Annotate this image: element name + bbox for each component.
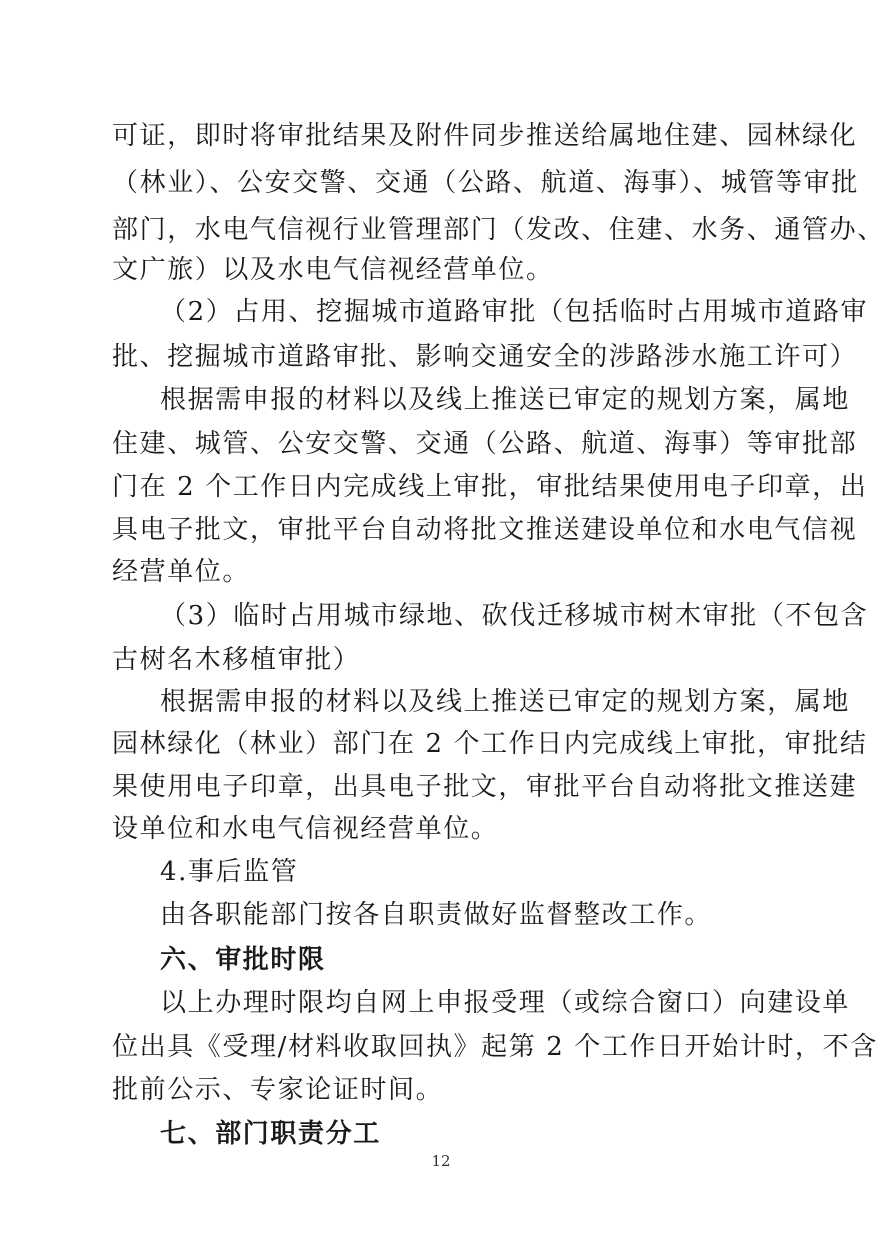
body-line: 经营单位。 [112,557,251,587]
body-line: 果使用电子印章，出具电子批文，审批平台自动将批文推送建 [112,772,858,802]
subsection-heading: 4.事后监管 [160,857,299,887]
body-line: 文广旅）以及水电气信视经营单位。 [112,255,554,285]
body-line: 住建、城管、公安交警、交通（公路、航道、海事）等审批部 [112,429,858,459]
body-line: 设单位和水电气信视经营单位。 [112,814,499,844]
body-line: 具电子批文，审批平台自动将批文推送建设单位和水电气信视 [112,515,858,545]
body-line: 根据需申报的材料以及线上推送已审定的规划方案，属地 [160,687,851,717]
body-line: 由各职能部门按各自职责做好监督整改工作。 [160,900,713,930]
section-heading: 七、部门职责分工 [160,1119,381,1149]
body-line: 批前公示、专家论证时间。 [112,1075,444,1105]
body-line: 以上办理时限均自网上申报受理（或综合窗口）向建设单 [160,988,851,1018]
section-heading: 六、审批时限 [160,945,326,975]
subsection-heading: （3）临时占用城市绿地、砍伐迁移城市树木审批（不包含 [160,601,869,631]
body-line: 古树名木移植审批） [112,645,361,675]
body-line: 园林绿化（林业）部门在 2 个工作日内完成线上审批，审批结 [112,729,868,759]
body-line: 位出具《受理/材料收取回执》起第 2 个工作日开始计时，不含 [112,1032,878,1062]
subsection-heading: （2）占用、挖掘城市道路审批（包括临时占用城市道路审 [160,297,869,327]
body-line: 批、挖掘城市道路审批、影响交通安全的涉路涉水施工许可） [112,342,858,372]
body-line: 根据需申报的材料以及线上推送已审定的规划方案，属地 [160,385,851,415]
page-number: 12 [431,1152,451,1170]
body-line: 门在 2 个工作日内完成线上审批，审批结果使用电子印章，出 [112,472,868,502]
body-line: 部门，水电气信视行业管理部门（发改、住建、水务、通管办、 [112,215,885,245]
body-line: （林业）、公安交警、交通（公路、航道、海事）、城管等审批 [112,168,859,198]
body-line: 可证，即时将审批结果及附件同步推送给属地住建、园林绿化 [112,121,858,151]
